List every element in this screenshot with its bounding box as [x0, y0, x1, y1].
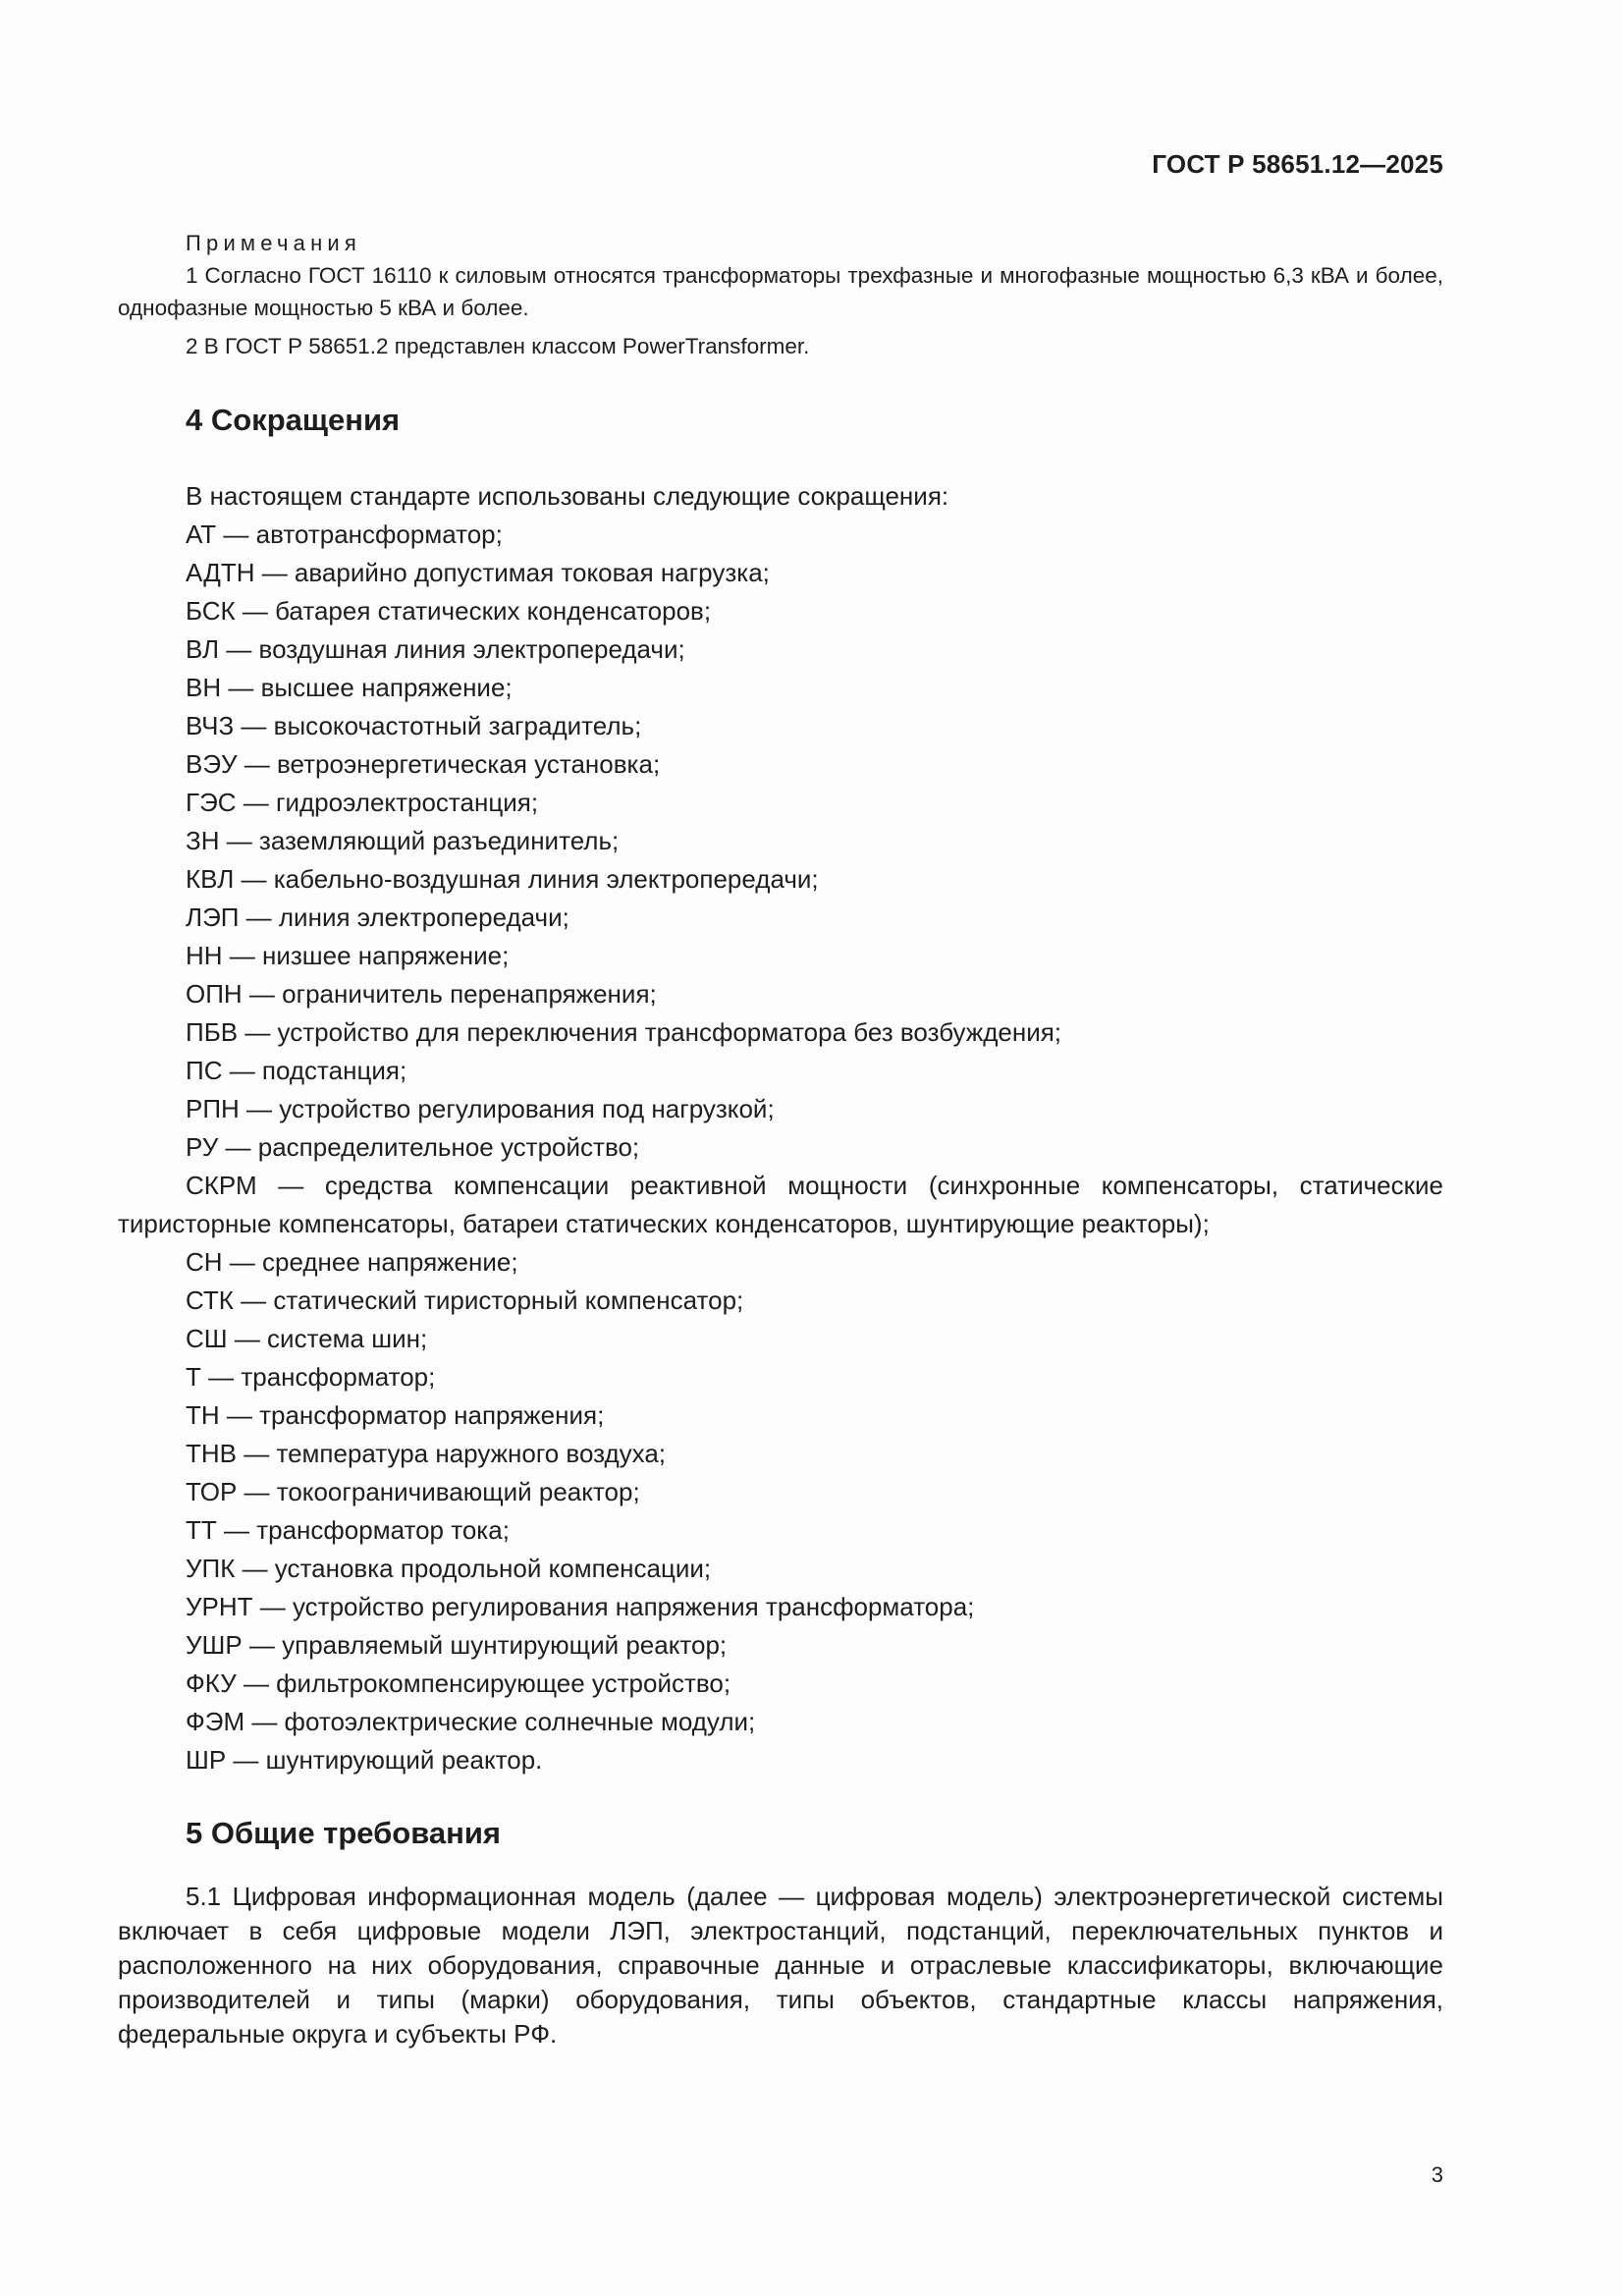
abbreviation-item: ТОР — токоограничивающий реактор;	[186, 1477, 640, 1506]
abbreviation-item: ТН — трансформатор напряжения;	[186, 1400, 605, 1430]
abbreviation-item: НН — низшее напряжение;	[186, 941, 510, 970]
abbreviation-item: СН — среднее напряжение;	[186, 1247, 518, 1277]
abbreviations-list	[118, 477, 1443, 1779]
abbreviation-item: БСК — батарея статических конденсаторов;	[186, 596, 712, 626]
abbreviation-item: ТТ — трансформатор тока;	[186, 1515, 510, 1545]
abbreviation-item: АТ — автотрансформатор;	[186, 519, 503, 549]
abbreviation-item: АДТН — аварийно допустимая токовая нагрузка;	[186, 558, 770, 587]
abbreviation-item: ЗН — заземляющий разъединитель;	[186, 826, 620, 855]
abbreviation-item: УШР — управляемый шунтирующий реактор;	[186, 1630, 728, 1660]
page-number: 3	[1431, 2162, 1443, 2187]
note-item-2: 2 В ГОСТ Р 58651.2 представлен классом PowerTransformer.	[186, 334, 810, 358]
abbreviation-item: УРНТ — устройство регулирования напряжения трансформатора;	[186, 1592, 975, 1621]
abbreviation-item: РУ — распределительное устройство;	[186, 1132, 640, 1162]
note-item-1: 1 Согласно ГОСТ 16110 к силовым относятся трансформаторы трехфазные и многофазные мощностью 6,3 кВА и более, однофазные мощностью 5 кВА и более.	[118, 263, 1443, 320]
notes-block	[118, 227, 1443, 368]
abbreviation-item: ОПН — ограничитель перенапряжения;	[186, 979, 657, 1009]
abbreviation-item: ВЛ — воздушная линия электропередачи;	[186, 634, 685, 664]
abbreviation-item: ПБВ — устройство для переключения трансформатора без возбуждения;	[186, 1017, 1062, 1047]
document-code: ГОСТ Р 58651.12—2025	[1152, 149, 1443, 179]
abbreviation-item: КВЛ — кабельно-воздушная линия электропередачи;	[186, 864, 819, 894]
notes-title: Примечания	[186, 231, 362, 255]
section-5-body	[118, 1880, 1443, 2051]
abbreviation-item: ГЭС — гидроэлектростанция;	[186, 788, 539, 817]
section-4-heading: 4 Сокращения	[186, 403, 401, 437]
abbreviation-item: ВЭУ — ветроэнергетическая установка;	[186, 749, 661, 779]
abbreviation-item: Т — трансформатор;	[186, 1362, 436, 1392]
abbreviation-item: ФКУ — фильтрокомпенсирующее устройство;	[186, 1668, 731, 1698]
abbreviation-item: СКРМ — средства компенсации реактивной мощности (синхронные компенсаторы, статические тиристорные компенсаторы, батареи статических конденсаторов, шунтирующие реакторы);	[118, 1171, 1443, 1238]
abbreviation-item: ФЭМ — фотоэлектрические солнечные модули;	[186, 1707, 756, 1736]
paragraph-5-1: 5.1 Цифровая информационная модель (далее — цифровая модель) электроэнергетической системы включает в себя цифровые модели ЛЭП, электростанций, подстанций, переключательных пунктов и расположенного на них оборудования, справочные данные и отраслевые классификаторы, включающие производителей и типы (марки) оборудования, типы объектов, стандартные классы напряжения, федеральные округа и субъекты РФ.	[118, 1882, 1443, 2049]
abbreviation-item: СТК — статический тиристорный компенсатор;	[186, 1285, 744, 1315]
abbreviations-intro: В настоящем стандарте использованы следующие сокращения:	[186, 481, 949, 511]
abbreviation-item: ЛЭП — линия электропередачи;	[186, 902, 569, 932]
section-5-heading: 5 Общие требования	[186, 1816, 501, 1850]
abbreviation-item: ШР — шунтирующий реактор.	[186, 1745, 543, 1775]
abbreviation-item: СШ — система шин;	[186, 1324, 428, 1353]
abbreviation-item: ТНВ — температура наружного воздуха;	[186, 1439, 667, 1468]
abbreviation-item: УПК — установка продольной компенсации;	[186, 1554, 712, 1583]
abbreviation-item: ВЧЗ — высокочастотный заградитель;	[186, 711, 642, 740]
abbreviation-item: РПН — устройство регулирования под нагрузкой;	[186, 1094, 775, 1123]
abbreviation-item: ПС — подстанция;	[186, 1056, 407, 1085]
abbreviation-item: ВН — высшее напряжение;	[186, 673, 513, 702]
